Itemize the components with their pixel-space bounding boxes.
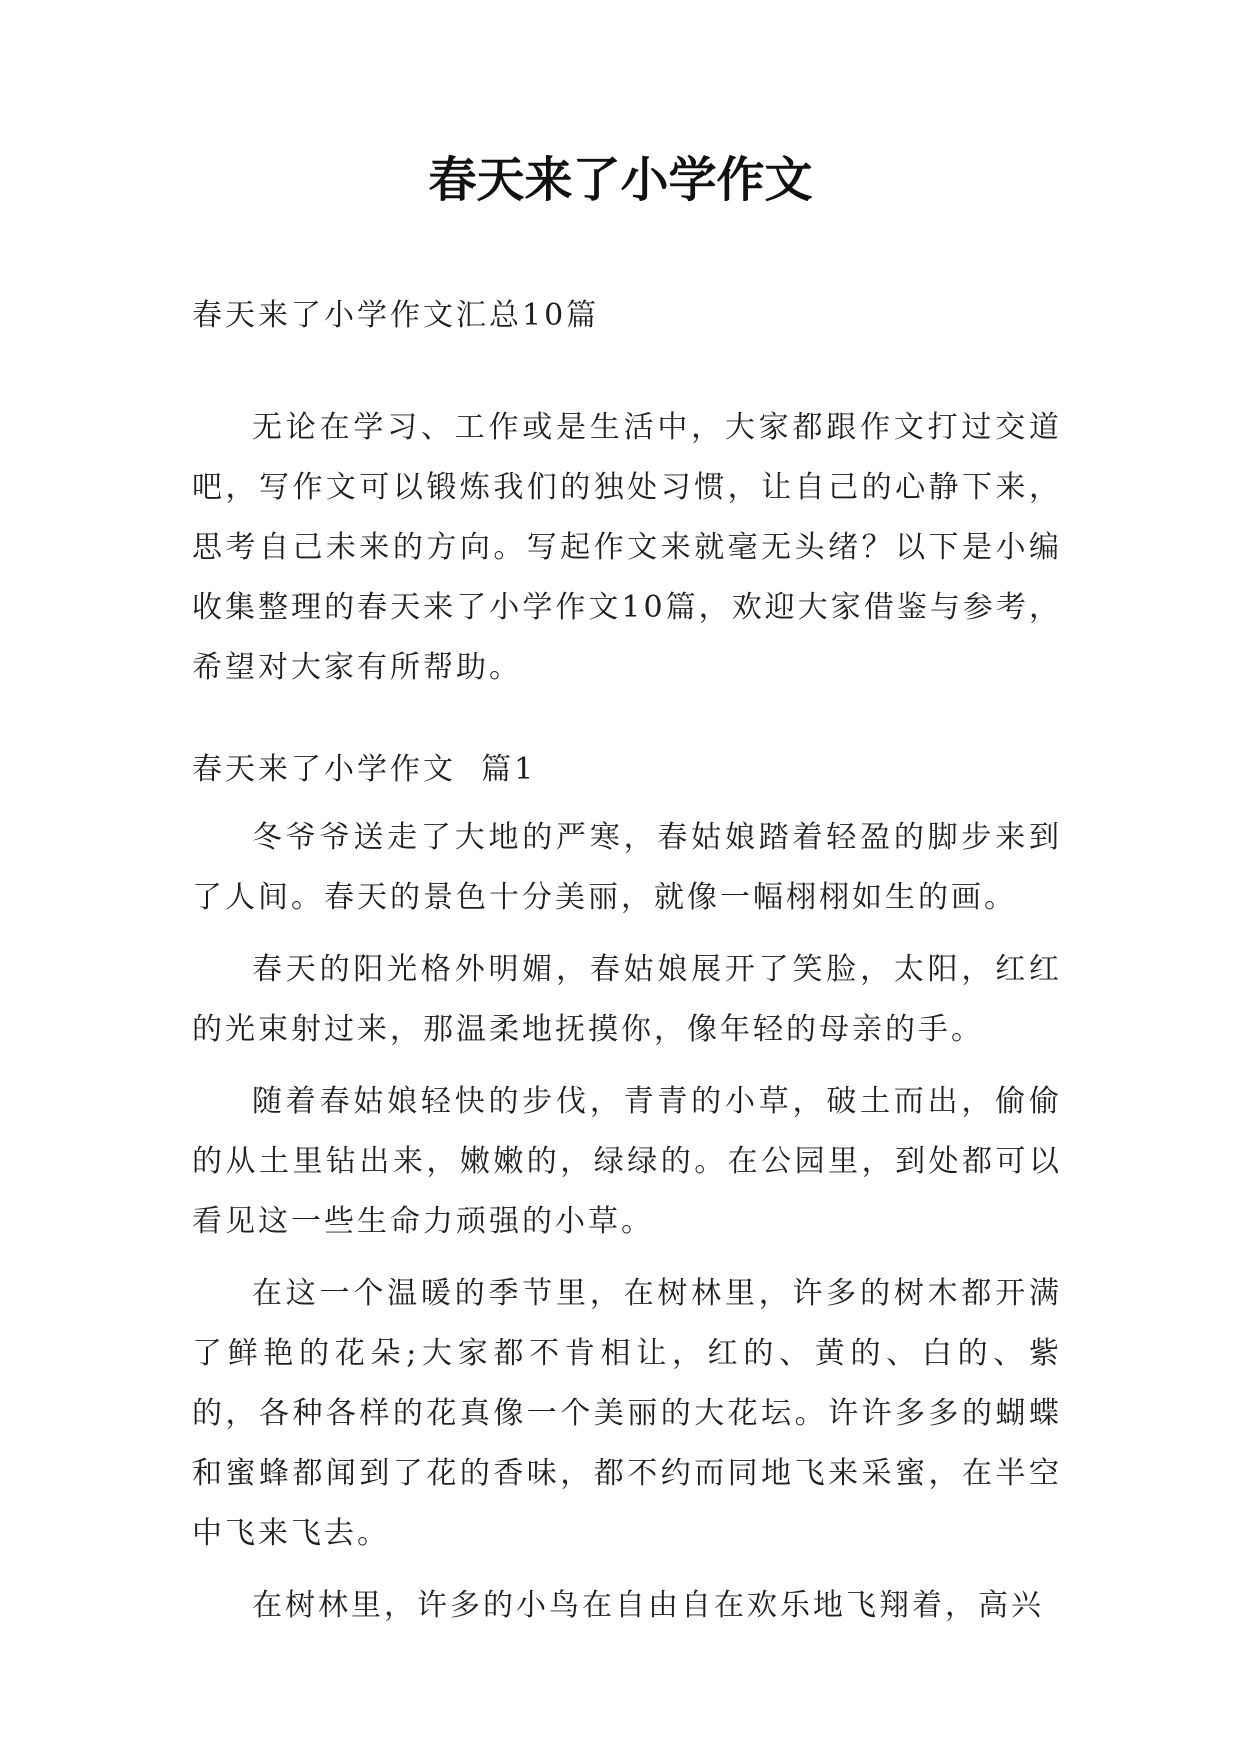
body-paragraph-1: 冬爷爷送走了大地的严寒，春姑娘踏着轻盈的脚步来到了人间。春天的景色十分美丽，就像一幅栩栩如生的画。 [192,820,1062,915]
body-paragraph-2: 春天的阳光格外明媚，春姑娘展开了笑脸，太阳，红红的光束射过来，那温柔地抚摸你，像年轻的母亲的手。 [192,952,1062,1047]
section-heading: 春天来了小学作文 篇1 [192,752,537,787]
body-paragraph-3: 随着春姑娘轻快的步伐，青青的小草，破土而出，偷偷的从土里钻出来，嫩嫩的，绿绿的。在公园里，到处都可以看见这一些生命力顽强的小草。 [192,1084,1062,1239]
body-paragraph-5: 在树林里，许多的小鸟在自由自在欢乐地飞翔着，高兴 [252,1588,1044,1623]
document-subtitle: 春天来了小学作文汇总10篇 [192,298,600,333]
intro-paragraph: 无论在学习、工作或是生活中，大家都跟作文打过交道吧，写作文可以锻炼我们的独处习惯，让自己的心静下来，思考自己未来的方向。写起作文来就毫无头绪？以下是小编收集整理的春天来了小学作文10篇，欢迎大家借鉴与参考，希望对大家有所帮助。 [192,410,1062,685]
document-title: 春天来了小学作文 [428,152,813,208]
body-paragraph-4: 在这一个温暖的季节里，在树林里，许多的树木都开满了鲜艳的花朵;大家都不肯相让，红的、黄的、白的、紫的，各种各样的花真像一个美丽的大花坛。许许多多的蝴蝶和蜜蜂都闻到了花的香味，都不约而同地飞来采蜜，在半空中飞来飞去。 [192,1276,1062,1551]
section-body [192,808,1062,1648]
